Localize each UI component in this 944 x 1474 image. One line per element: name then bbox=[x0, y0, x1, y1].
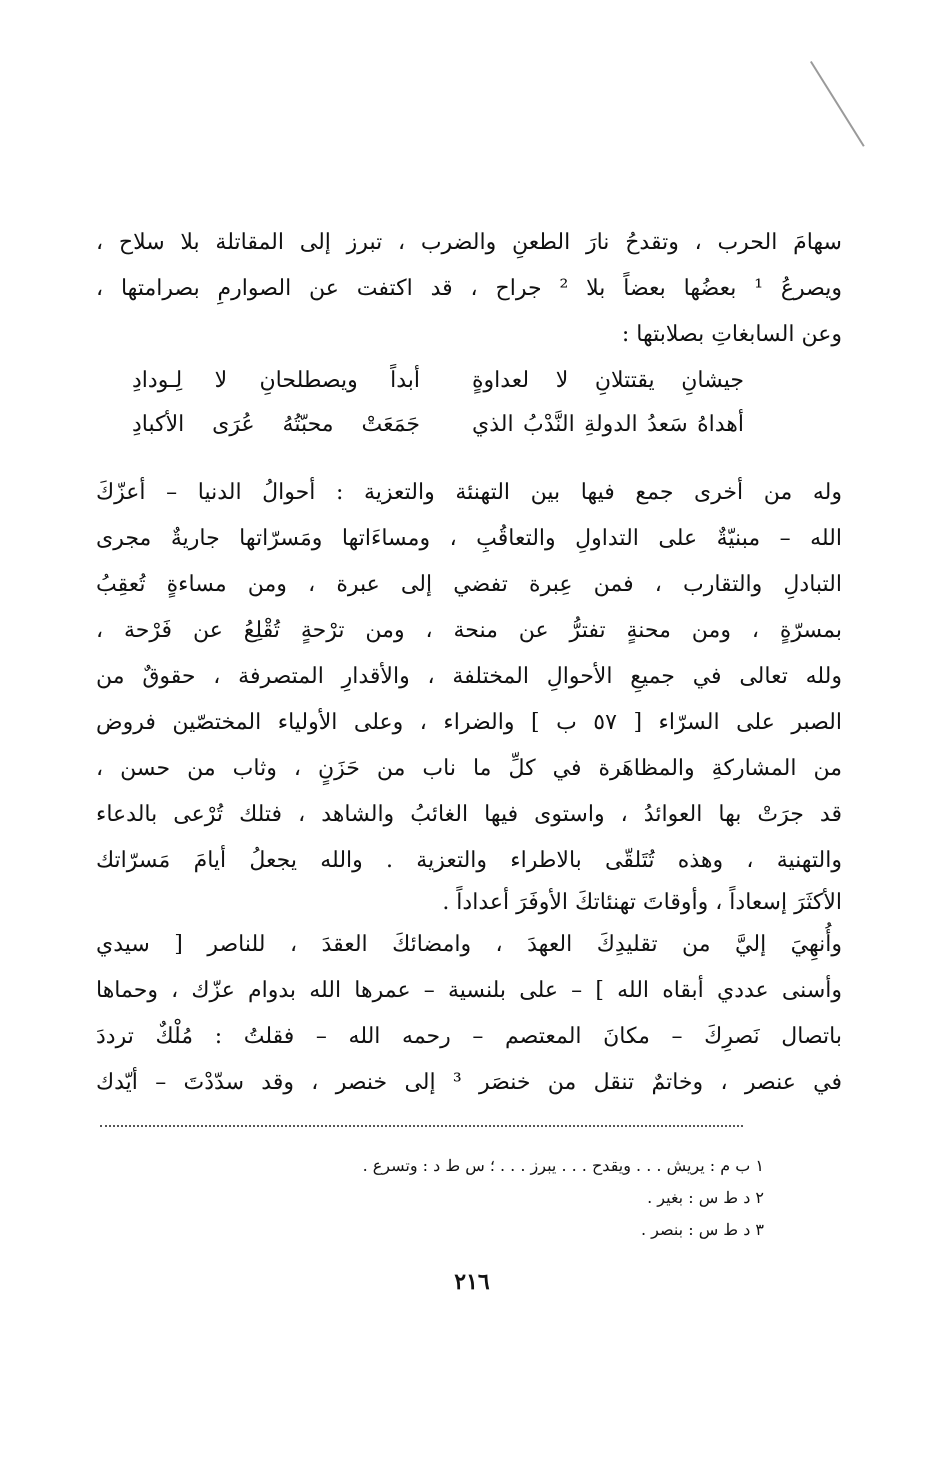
text-line: الله – مبنيّةٌ على التداولِ والتعاقُبِ ، ومساءَاتها ومَسرّاتها جاريةٌ مجرى bbox=[96, 526, 842, 551]
verse-hemistich: أبداً ويصطلحانِ لا لِـودادِ bbox=[132, 368, 420, 393]
text-line: وأسنى عددي أبقاه الله ] – على بلنسية – عمرها الله بدوام عزّك ، وحماها bbox=[96, 978, 842, 1003]
text-line: ولله تعالى في جميعِ الأحوالِ المختلفة ، والأقدارِ المتصرفة ، حقوقٌ من bbox=[96, 664, 842, 689]
footnote-separator bbox=[100, 1125, 743, 1127]
text-line: بمسرّةٍ ، ومن محنةٍ تفترُّ عن منحة ، ومن ترْحةٍ تُقْلِعُ عن فَرْحة ، bbox=[96, 618, 842, 643]
text-line: باتصال نَصرِكَ – مكانَ المعتصم – رحمه الله – فقلتُ : مُلْكٌ ترددَ bbox=[96, 1024, 842, 1049]
text-line: التبادلِ والتقارب ، فمن عِبرة تفضي إلى عبرة ، ومن مساءةٍ تُعقِبُ bbox=[96, 572, 842, 597]
text-line: وعن السابغاتِ بصلابتها : bbox=[621, 322, 842, 347]
scan-mark bbox=[810, 61, 864, 147]
text-line: سهامَ الحرب ، وتقدحُ نارَ الطعنِ والضرب ، تبرز إلى المقاتلة بلا سلاح ، bbox=[96, 230, 842, 255]
page-number: ٢١٦ bbox=[454, 1269, 490, 1295]
footnote: ٣ د ط س : بنصر . bbox=[640, 1220, 764, 1239]
text-line: في عنصر ، وخاتمٌ تنقل من خنصَر ³ إلى خنصر ، وقد سدّدْتَ – أيّدك bbox=[96, 1070, 842, 1095]
text-line: قد جرَتْ بها العوائدُ ، واستوى فيها الغائبُ والشاهد ، فتلك تُرْعى بالدعاء bbox=[96, 802, 842, 827]
text-line: الصبر على السرّاء [ ٥٧ ب ] والضراء ، وعلى الأولياء المختصّين فروض bbox=[96, 710, 842, 735]
text-line: وأُنهِيَ إليَّ من تقليدِكَ العهدَ ، وامضائكَ العقدَ ، للناصر [ سيدي bbox=[96, 932, 842, 957]
text-line: الأكثَرَ إسعاداً ، وأوقاتَ تهنئاتكَ الأوفَرَ أعداداً . bbox=[442, 890, 842, 915]
verse-hemistich: جَمَعَتْ محبّتُهُ عُرَى الأكبادِ bbox=[132, 412, 420, 437]
text-line: والتهنية ، وهذه تُتَلقّى بالاطراء والتعزية . والله يجعلُ أيامَ مَسرّاتك bbox=[96, 848, 842, 873]
text-line: من المشاركةِ والمظاهَرة في كلِّ ما ناب من حَزَنٍ ، وثاب من حسن ، bbox=[96, 756, 842, 781]
footnote: ٢ د ط س : بغير . bbox=[647, 1188, 764, 1207]
text-line: وله من أخرى جمع فيها بين التهنئة والتعزية : أحوالُ الدنيا – أعزّكَ bbox=[96, 480, 842, 505]
verse-hemistich: أهداهُ سَعدُ الدولةِ النَّدْبُ الذي bbox=[472, 412, 744, 437]
verse-hemistich: جيشانِ يقتتلانِ لا لعداوةٍ bbox=[472, 368, 744, 393]
footnote: ١ ب م : يريش . . . ويقدح . . . يبرز . . . ؛ س ط د : وتسرع . bbox=[362, 1156, 764, 1175]
text-line: ويصرعُ ¹ بعضُها بعضاً بلا ² جراح ، قد اكتفت عن الصوارمِ بصرامتها ، bbox=[96, 276, 842, 301]
